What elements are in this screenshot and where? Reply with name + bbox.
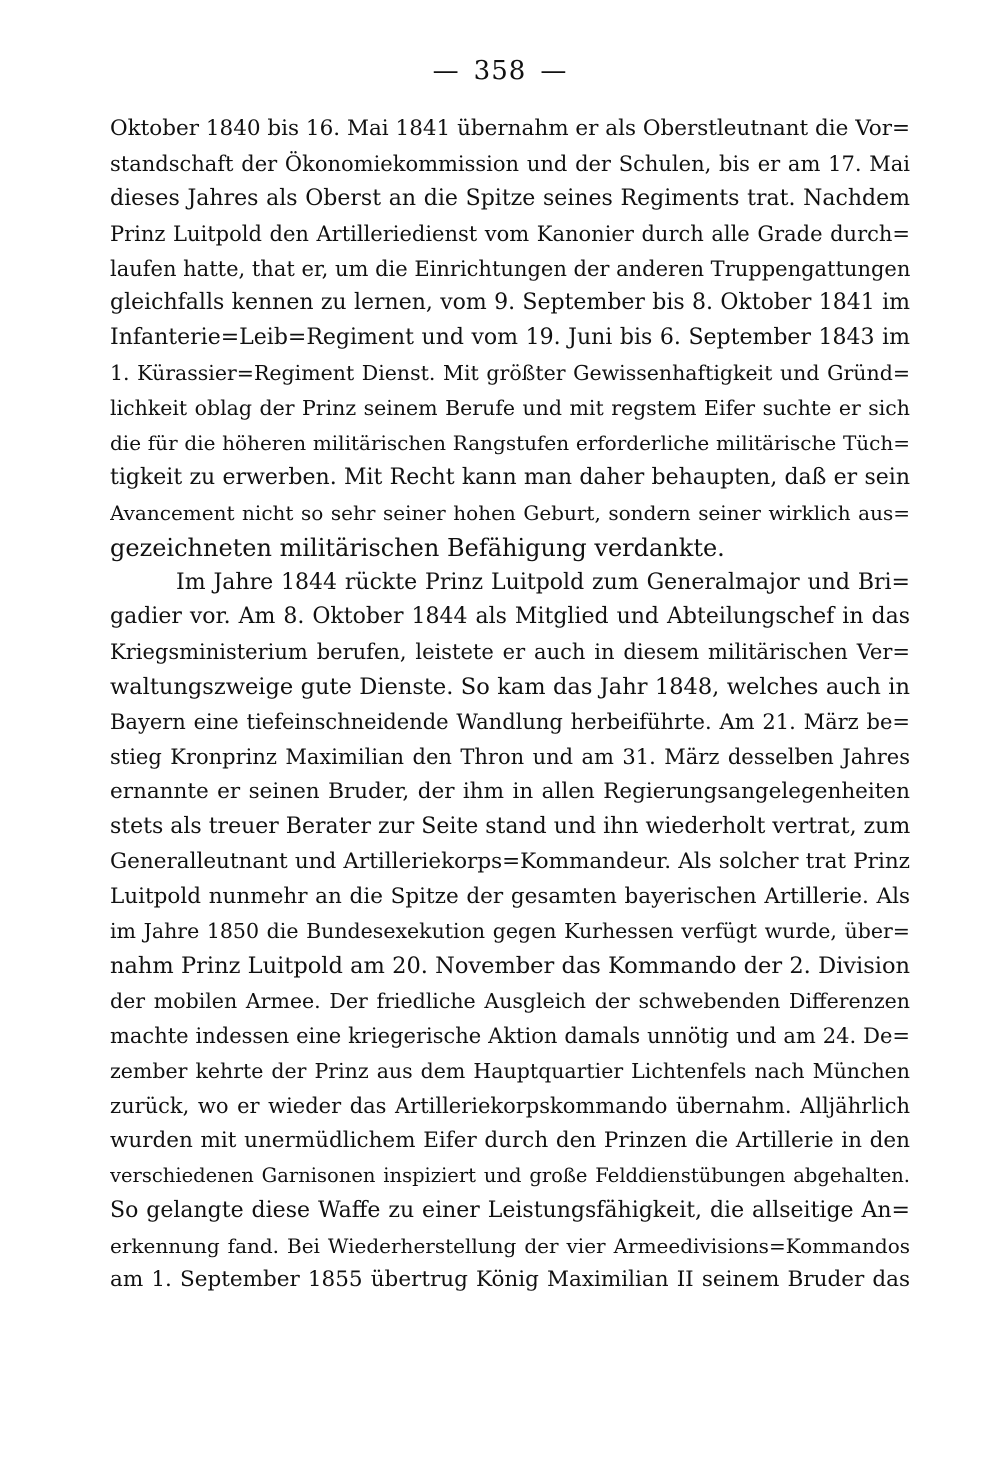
text-line: So gelangte diese Waffe zu einer Leistungsfähigkeit, die allseitige An=: [110, 1197, 910, 1223]
paragraph-2: [110, 566, 910, 1299]
text-line: gadier vor. Am 8. Oktober 1844 als Mitglied und Abteilungschef in das: [110, 604, 910, 630]
text-line: Avancement nicht so sehr seiner hohen Geburt, sondern seiner wirklich aus=: [110, 500, 910, 525]
text-line: stets als treuer Berater zur Seite stand und ihn wiederholt vertrat, zum: [110, 813, 910, 839]
text-line: stieg Kronprinz Maximilian den Thron und am 31. März desselben Jahres: [110, 745, 910, 770]
text-line: verschiedenen Garnisonen inspiziert und große Felddienstübungen abgehalten.: [110, 1163, 910, 1187]
text-line: waltungszweige gute Dienste. So kam das Jahr 1848, welches auch in: [110, 674, 910, 701]
text-line: standschaft der Ökonomiekommission und der Schulen, bis er am 17. Mai: [110, 151, 910, 176]
text-line: gezeichneten militärischen Befähigung verdankte.: [110, 533, 725, 562]
text-line: nahm Prinz Luitpold am 20. November das Kommando der 2. Division: [110, 953, 910, 980]
text-line: lichkeit oblag der Prinz seinem Berufe und mit regstem Eifer suchte er sich: [110, 396, 910, 421]
text-line: zember kehrte der Prinz aus dem Hauptquartier Lichtenfels nach München: [110, 1059, 910, 1084]
text-line: die für die höheren militärischen Rangstufen erforderliche militärische Tüch=: [110, 431, 910, 456]
text-line: Generalleutnant und Artilleriekorps=Kommandeur. Als solcher trat Prinz: [110, 848, 910, 874]
text-line: Kriegsministerium berufen, leistete er auch in diesem militärischen Ver=: [110, 640, 910, 665]
text-line: machte indessen eine kriegerische Aktion damals unnötig und am 24. De=: [110, 1024, 910, 1049]
text-line: gleichfalls kennen zu lernen, vom 9. September bis 8. Oktober 1841 im: [110, 290, 910, 316]
paragraph-1: [110, 112, 910, 566]
text-line: 1. Kürassier=Regiment Dienst. Mit größter Gewissenhaftigkeit und Gründ=: [110, 361, 910, 386]
text-line: am 1. September 1855 übertrug König Maximilian II seinem Bruder das: [110, 1267, 910, 1293]
text-line: Bayern eine tiefeinschneidende Wandlung herbeiführte. Am 21. März be=: [110, 710, 910, 735]
text-line: im Jahre 1850 die Bundesexekution gegen Kurhessen verfügt wurde, über=: [110, 919, 910, 944]
body-text: [110, 112, 910, 1298]
text-line: Infanterie=Leib=Regiment und vom 19. Juni bis 6. September 1843 im: [110, 325, 910, 351]
text-line: Luitpold nunmehr an die Spitze der gesamten bayerischen Artillerie. Als: [110, 883, 910, 909]
text-line: Prinz Luitpold den Artilleriedienst vom Kanonier durch alle Grade durch=: [110, 221, 910, 246]
text-line: zurück, wo er wieder das Artilleriekorpskommando übernahm. Alljährlich: [110, 1093, 910, 1118]
page-number: 358: [473, 56, 527, 86]
text-line: erkennung fand. Bei Wiederherstellung der vier Armeedivisions=Kommandos: [110, 1233, 910, 1258]
text-line: ernannte er seinen Bruder, der ihm in allen Regierungsangelegenheiten: [110, 778, 910, 804]
page-number-header: [0, 56, 1000, 86]
text-line: dieses Jahres als Oberst an die Spitze seines Regiments trat. Nachdem: [110, 185, 910, 211]
text-line: der mobilen Armee. Der friedliche Ausgleich der schwebenden Differenzen: [110, 989, 910, 1014]
text-line: laufen hatte, that er, um die Einrichtungen der anderen Truppengattungen: [110, 256, 910, 281]
text-line: Im Jahre 1844 rückte Prinz Luitpold zum Generalmajor und Bri=: [176, 569, 910, 595]
text-line: wurden mit unermüdlichem Eifer durch den Prinzen die Artillerie in den: [110, 1127, 910, 1153]
page-number-dash-left: —: [432, 56, 460, 86]
text-line: Oktober 1840 bis 16. Mai 1841 übernahm er als Oberstleutnant die Vor=: [110, 116, 910, 141]
text-line: tigkeit zu erwerben. Mit Recht kann man daher behaupten, daß er sein: [110, 464, 910, 490]
page-number-dash-right: —: [540, 56, 568, 86]
